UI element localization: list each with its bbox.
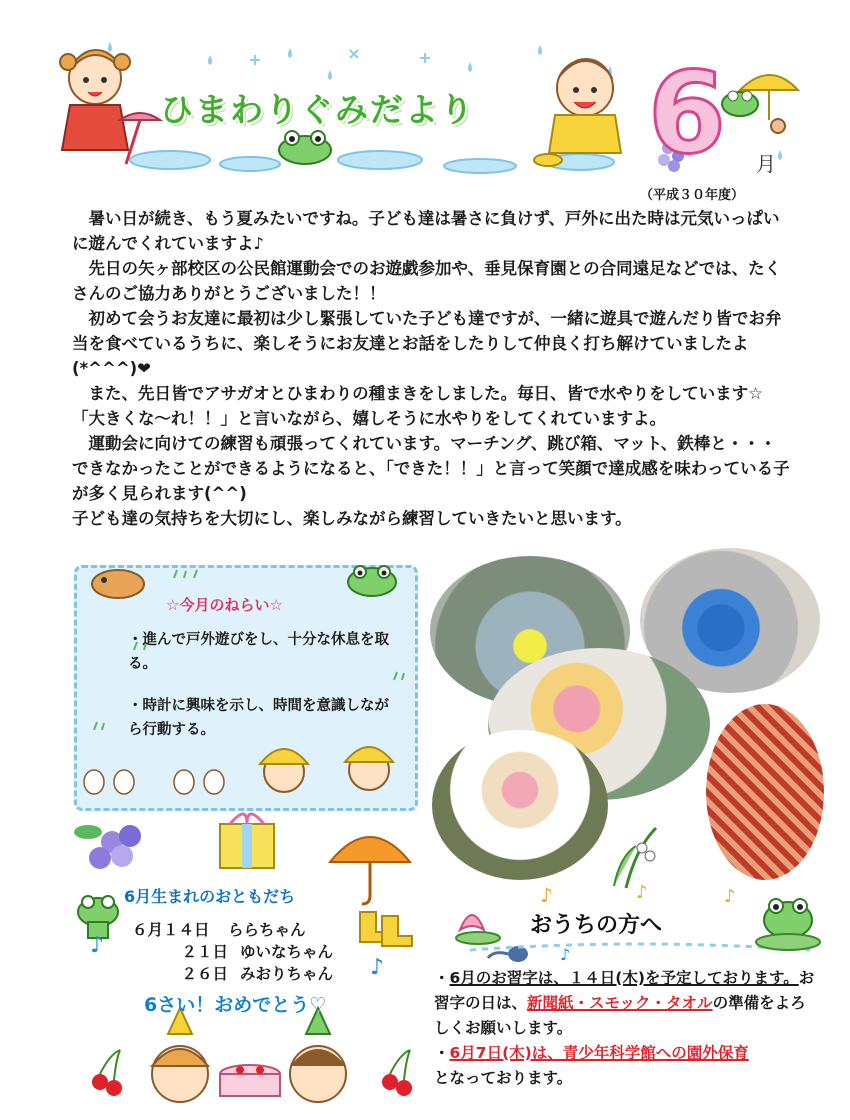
notice-text: となっております。 bbox=[434, 1069, 573, 1087]
intro-paragraph: また、先日皆でアサガオとひまわりの種まきをしました。毎日、皆で水やりをしています☆「大きくな～れ！！」と言いながら、嬉しそうに水やりをしてくれていますよ。 bbox=[72, 384, 763, 428]
aims-item: ・進んで戸外遊びをし、十分な休息を取る。 bbox=[128, 632, 389, 672]
frog-icon bbox=[348, 566, 396, 596]
svg-text:♪: ♪ bbox=[636, 882, 648, 903]
svg-text:♪: ♪ bbox=[370, 955, 385, 980]
newsletter-title: ひまわりぐみだより bbox=[160, 90, 475, 129]
bullet: ・ bbox=[434, 969, 450, 987]
birthday-row bbox=[132, 918, 348, 940]
boy-raincoat-icon bbox=[534, 58, 621, 166]
photo-girl-pink-hat bbox=[432, 730, 608, 880]
lotus-icon bbox=[456, 915, 500, 944]
notice-item bbox=[434, 1041, 820, 1091]
birthday-date: ２６日 bbox=[181, 965, 228, 983]
bullet: ・ bbox=[434, 1044, 450, 1062]
svg-text:♪: ♪ bbox=[540, 883, 553, 907]
notice-field-trip: 6月7日(木)は、青少年科学館への園外保育 bbox=[449, 1044, 749, 1062]
photo-climbing-net bbox=[706, 704, 824, 880]
month-label: 月 bbox=[756, 152, 776, 176]
frog-icon bbox=[756, 899, 820, 950]
umbrella-frog-icon bbox=[722, 75, 798, 133]
frog-icon bbox=[78, 896, 118, 938]
birthday-name: ららちゃん bbox=[228, 921, 306, 939]
birthday-row bbox=[132, 940, 360, 962]
intro-paragraph: 運動会に向けての練習も頑張ってくれています。マーチング、跳び箱、マット、鉄棒と・・・できなかったことができるようになると、「できた！！」と言って笑顔で達成感を味わっている子が多く見られます(^^) bbox=[72, 434, 790, 503]
svg-text:♪: ♪ bbox=[560, 945, 571, 964]
fiscal-year: （平成３０年度） bbox=[640, 188, 745, 203]
birthday-title: 6月生まれのおともだち bbox=[124, 887, 296, 906]
birthday-date: ２１日 bbox=[181, 943, 228, 961]
intro-paragraph: 初めて会うお友達に最初は少し緊張していた子ども達ですが、一緒に遊具で遊んだり皆でお弁当を食べているうちに、楽しそうにお友達とお話をしたりして仲良く打ち解けていましたよ(*^^^)❤ bbox=[72, 309, 782, 378]
rain-boots-icon bbox=[360, 912, 412, 946]
notice-calligraphy-date: 6月のお習字は、１４日(木)を予定しております。 bbox=[449, 969, 799, 987]
notice-items-needed: 新聞紙・スモック・タオル bbox=[527, 994, 713, 1012]
svg-text:♪: ♪ bbox=[90, 933, 105, 958]
aims-title: ☆今月のねらい☆ bbox=[166, 596, 283, 614]
home-title: おうちの方へ bbox=[530, 913, 663, 938]
aims-item: ・時計に興味を示し、時間を意識しながら行動する。 bbox=[128, 698, 389, 738]
month-number: 6 bbox=[648, 49, 726, 179]
gift-box-icon bbox=[220, 814, 274, 868]
onigiri-icon bbox=[84, 770, 224, 794]
birthday-date: ６月１４日 bbox=[132, 921, 210, 939]
notice-text: の準備をよろしくお願いします。 bbox=[434, 994, 806, 1037]
intro-paragraph: 先日の矢ヶ部校区の公民館運動会でのお遊戯参加や、垂見保育園との合同遠足などでは、たくさんのご協力ありがとうございました！！ bbox=[72, 259, 782, 303]
girl-raincoat-icon bbox=[60, 50, 160, 164]
intro-paragraph: 子ども達の気持ちを大切にし、楽しみながら練習していきたいと思います。 bbox=[72, 509, 632, 528]
svg-text:♪: ♪ bbox=[724, 886, 736, 907]
hydrangea-icon bbox=[74, 825, 141, 869]
children-hats-icon bbox=[260, 747, 393, 792]
taiyaki-icon bbox=[92, 570, 144, 598]
birthday-congrats: 6さい！おめでとう♡ bbox=[144, 994, 327, 1016]
home-notice bbox=[434, 966, 820, 1091]
frog-icon bbox=[279, 131, 331, 164]
umbrella-icon bbox=[330, 837, 410, 904]
notice-text: お習字の日は、 bbox=[434, 969, 815, 1012]
birthday-row bbox=[132, 962, 360, 984]
cake-icon bbox=[220, 1065, 280, 1096]
notice-item bbox=[434, 966, 820, 1041]
intro-paragraph: 暑い日が続き、もう夏みたいですね。子ども達は暑さに負けず、戸外に出た時は元気いっぱいに遊んでくれていますよ♪ bbox=[72, 209, 780, 253]
birthday-name: みおりちゃん bbox=[240, 965, 334, 983]
intro-text bbox=[72, 206, 792, 531]
birthday-name: ゆいなちゃん bbox=[240, 943, 334, 961]
